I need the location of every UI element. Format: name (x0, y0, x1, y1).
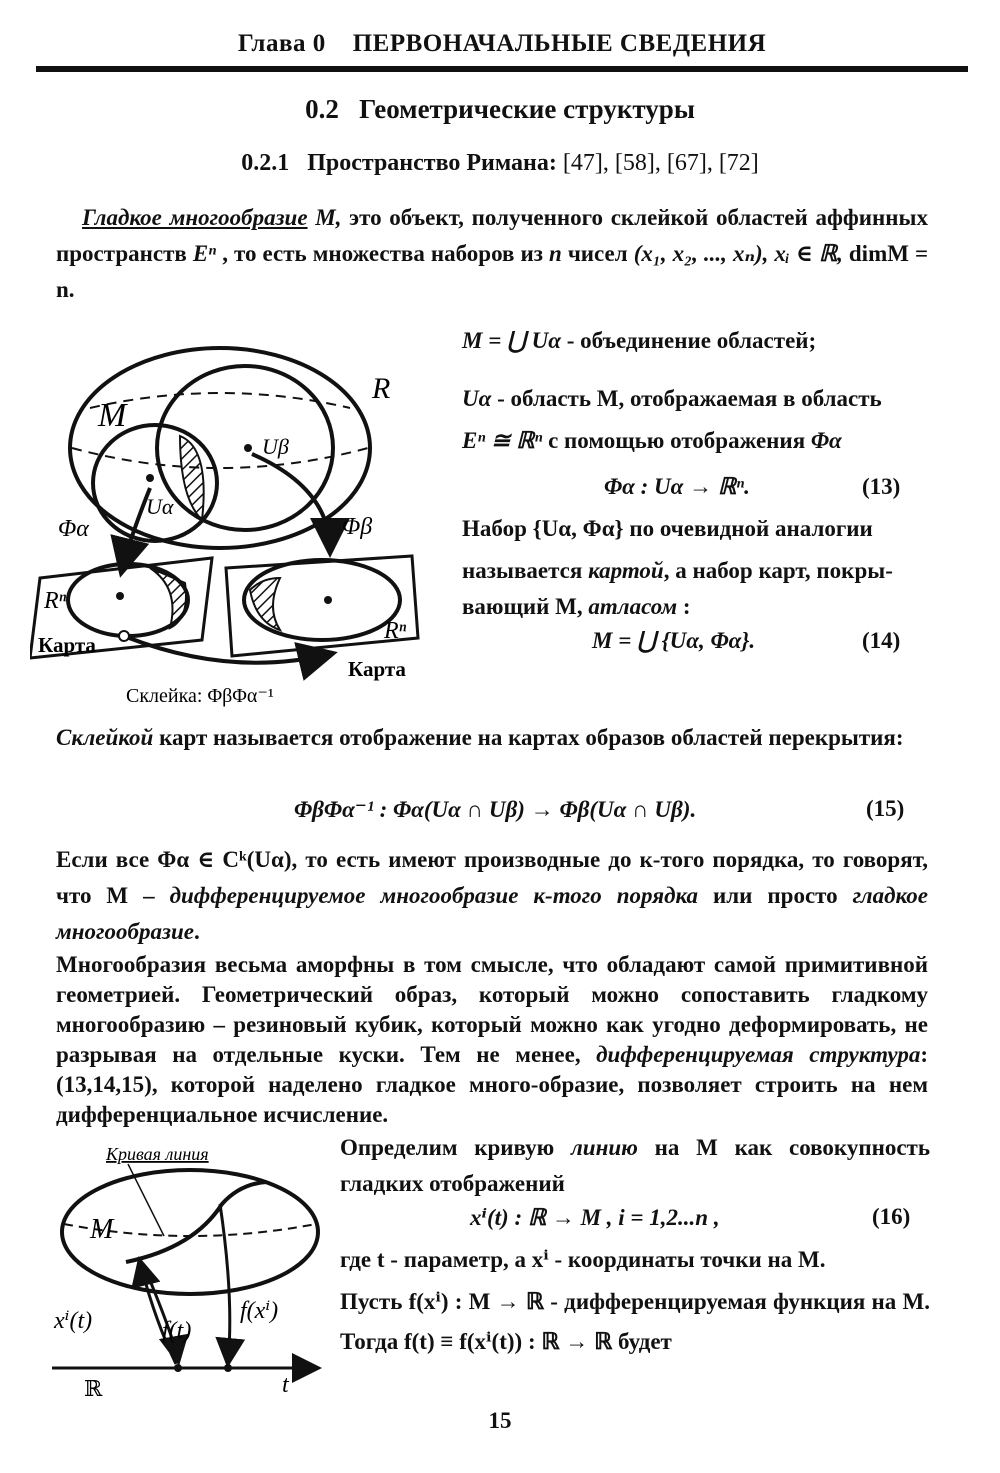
para1-text-a: это объект, полученного склейкой областей аффинных пространств (56, 205, 928, 266)
label-r: R (372, 372, 391, 405)
equation-15-number: (15) (866, 796, 905, 821)
para5-text-b: на M как совокупность гладких отображений (340, 1135, 930, 1196)
equation-14: M = ⋃ {Uα, Φα}. (592, 628, 756, 653)
para4-text-a: Многообразия весьма аморфны в том смысле, что обладают самой примитивной геометрией. Геометрический образ, который можно сопоставить гладкому многообразию – резиновый кубик, который можно как угодно деформировать, не разрывая на отдельные куски. Тем не менее, (56, 952, 928, 1067)
label-curve: Кривая линия (106, 1144, 209, 1164)
union-line: M = ⋃ Uα - объединение областей; (462, 328, 817, 353)
mapping-text: с помощью отображения (548, 428, 806, 453)
term-smooth-manifold-2: гладкое многообразие (56, 883, 929, 944)
set-text: Набор {Uα, Φα} по очевидной аналогии (462, 516, 873, 541)
label-karta-right: Карта (348, 657, 406, 681)
label-rn-left: Rⁿ (44, 588, 67, 614)
label-t: t (282, 1372, 289, 1398)
term-atlas: атласом (588, 594, 678, 619)
label-ft: f(t) (162, 1318, 192, 1344)
equation-16: xⁱ(t) : ℝ → M , i = 1,2...n , (470, 1205, 720, 1230)
atlas-text-a: , а набор карт, покры- (663, 558, 893, 583)
atlas-line (462, 592, 930, 622)
term-line: линию (570, 1135, 638, 1160)
section-title: Геометрические структуры (359, 94, 695, 124)
label-r-axis: ℝ (84, 1376, 103, 1400)
term-smooth-manifold: Гладкое многообразие (82, 205, 308, 230)
chapter-label: Глава 0 (237, 30, 326, 57)
function-line (340, 1282, 930, 1362)
paragraph-smooth-manifold: Гладкое многообразие M, это объект, полученного склейкой областей аффинных пространств Eⁿ , то есть множества наборов из n чисел (x₁, x₂, ..., xₙ), xᵢ ∈ ℝ, dimM = n. (56, 205, 929, 302)
ua-text: - область M, отображаемая в область (497, 386, 882, 411)
equation-14-number: (14) (862, 628, 901, 653)
paragraph-amorphous (56, 950, 928, 1130)
equation-15: ΦβΦα⁻¹ : Φα(Uα ∩ Uβ) → Φβ(Uα ∩ Uβ). (294, 797, 697, 822)
running-header (38, 30, 966, 58)
figure-curve (44, 1138, 334, 1400)
set-line (462, 514, 930, 544)
svg-text:Uβ: Uβ (262, 434, 289, 459)
svg-text:Uα: Uα (146, 494, 174, 519)
called-line (462, 556, 930, 586)
label-m: M (98, 397, 127, 434)
mapping-line: Eⁿ ≅ ℝⁿ с помощью отображения Φα (462, 428, 842, 453)
subsection-number: 0.2.1 (241, 150, 290, 176)
para3-text-b: или просто (713, 883, 838, 908)
section-heading (0, 94, 1000, 125)
section-number: 0.2 (305, 94, 339, 124)
term-differentiable-manifold: дифференцируемое многообразие к-того порядка (169, 883, 699, 908)
label-karta-left: Карта (38, 633, 96, 657)
var-m: M, (315, 205, 342, 230)
para5-text-c: где t - параметр, а xⁱ - координаты точки на M. (340, 1247, 826, 1272)
label-rn-right: Rⁿ (384, 618, 407, 644)
figure-charts-atlas (30, 338, 450, 728)
para5-text-d: Пусть f(xⁱ) : M → ℝ - дифференцируемая функция на M. Тогда f(t) ≡ f(xⁱ(t)) : ℝ → ℝ будет (340, 1289, 930, 1354)
equation-13-number: (13) (862, 474, 901, 499)
para1-text-b: , то есть множества наборов из (222, 241, 543, 266)
para1-text-c: чисел (567, 241, 628, 266)
term-map: картой (588, 558, 664, 583)
paragraph-gluing (56, 720, 928, 756)
para4-text-b: : (13,14,15), которой наделено гладкое много-образие, позволяет строить на нем дифференциальное исчисление. (56, 1042, 928, 1127)
label-skleika: Склейка: ΦβΦα⁻¹ (126, 685, 274, 707)
label-xt: xⁱ(t) (54, 1308, 93, 1334)
atlas-text-b: вающий M, (462, 594, 583, 619)
paragraph-differentiable: Если все Φα ∈ Cᵏ(Uα), то есть имеют производные до к-того порядка, то говорят, что M – дифференцируемое многообразие к-того порядка или просто гладкое многообразие. (56, 847, 929, 944)
para3-text-a: Если все Φα ∈ Cᵏ(Uα), то есть имеют производные до к-того порядка, то говорят, что M – (56, 847, 928, 908)
subsection-heading (0, 150, 1000, 177)
para2-text: карт называется отображение на картах образов областей перекрытия: (159, 725, 904, 750)
atlas-colon: : (682, 594, 691, 619)
equation-16-number: (16) (872, 1204, 911, 1229)
label-fx: f(xⁱ) (240, 1298, 279, 1324)
union-text: - объединение областей; (566, 328, 817, 353)
label-phi-beta: Φβ (342, 514, 373, 540)
ua-line: Uα - область M, отображаемая в область (462, 386, 882, 411)
called-text: называется (462, 558, 583, 583)
subsection-title: Пространство Римана: (307, 150, 557, 176)
header-rule (36, 66, 968, 72)
label-m-2: M (90, 1214, 114, 1245)
term-gluing: Склейкой (56, 725, 154, 750)
paragraph-curve (340, 1130, 930, 1202)
chapter-title: ПЕРВОНАЧАЛЬНЫЕ СВЕДЕНИЯ (352, 30, 767, 57)
term-differentiable-structure: дифференцируемая структура (596, 1042, 921, 1067)
param-line (340, 1242, 930, 1278)
label-phi-alpha: Φα (58, 516, 89, 542)
para1-tail: dimM = n. (56, 241, 929, 302)
subsection-refs: [47], [58], [67], [72] (562, 150, 759, 176)
para5-text-a: Определим кривую (340, 1135, 555, 1160)
equation-13: Φα : Uα → ℝⁿ. (604, 474, 750, 499)
page-number: 15 (488, 1408, 512, 1433)
curve-line (126, 1182, 266, 1262)
